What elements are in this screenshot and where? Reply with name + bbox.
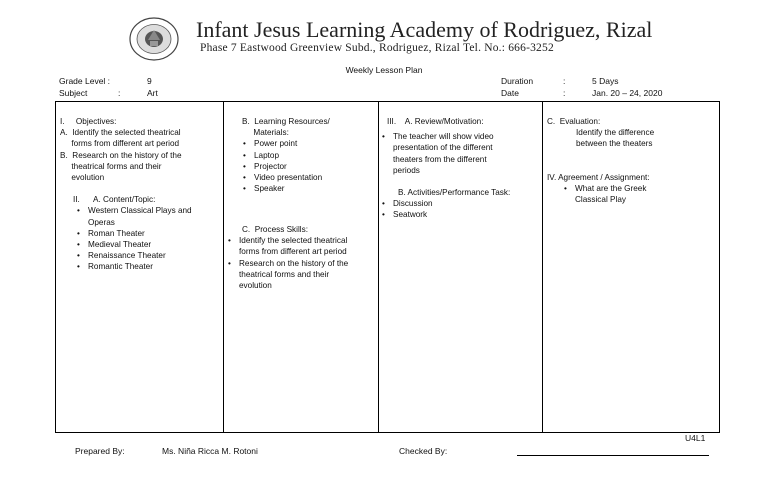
subject-colon: : (118, 88, 121, 98)
school-seal (128, 16, 180, 62)
grade-level-value: 9 (147, 76, 152, 86)
prepared-by-label: Prepared By: (75, 446, 125, 456)
column-review-activities (379, 102, 543, 432)
checked-by-label: Checked By: (399, 446, 448, 456)
duration-value: 5 Days (592, 76, 619, 86)
topic-item: • Roman Theater (77, 228, 222, 239)
resource-item: • Power point (243, 138, 377, 149)
agreement-item: • What are the Greek Classical Play (564, 183, 717, 205)
skill-item: • Identify the selected theatrical forms from different art period (228, 235, 378, 257)
objective-b-line-2: theatrical forms and their (60, 161, 162, 171)
grade-level-label: Grade Level : (59, 76, 111, 86)
date-colon: : (563, 88, 566, 98)
topic-item: • Renaissance Theater (77, 250, 222, 261)
agreement-heading: IV. Agreement / Assignment: (547, 172, 650, 182)
date-label: Date (501, 88, 519, 98)
objectives-heading: I. Objectives: (60, 117, 117, 126)
activity-item: • Discussion (382, 198, 541, 209)
resource-item: • Speaker (243, 183, 377, 194)
objective-a-line-2: forms from different art period (60, 139, 180, 149)
school-address: Phase 7 Eastwood Greenview Subd., Rodriguez, Rizal Tel. No.: 666-3252 (200, 42, 554, 54)
column-evaluation-agreement (543, 102, 719, 432)
evaluation-line-1: Identify the difference (576, 128, 655, 138)
topic-item: • Medieval Theater (77, 239, 222, 250)
date-value: Jan. 20 – 24, 2020 (592, 88, 663, 98)
skill-item: • Research on the history of the theatrical forms and their evolution (228, 258, 378, 292)
objective-b-line-1: B. Research on the history of the (60, 150, 182, 160)
content-topic-heading: II. A. Content/Topic: (73, 195, 156, 205)
duration-colon: : (563, 76, 566, 86)
topic-item: • Romantic Theater (77, 261, 222, 272)
activity-item: • Seatwork (382, 209, 541, 220)
activities-heading: B. Activities/Performance Task: (398, 188, 511, 198)
column-objectives-content (56, 102, 224, 432)
prepared-by-name: Ms. Niña Ricca M. Rotoni (162, 446, 258, 456)
resource-item: • Projector (243, 161, 377, 172)
subject-value: Art (147, 88, 158, 98)
review-heading: III. A. Review/Motivation: (387, 117, 484, 126)
resource-item: • Laptop (243, 150, 377, 161)
lesson-plan-table (55, 101, 720, 433)
duration-label: Duration (501, 76, 534, 86)
process-skills-heading: C. Process Skills: (242, 225, 308, 234)
evaluation-heading: C. Evaluation: (547, 117, 601, 126)
objective-a-line-1: A. Identify the selected theatrical (60, 128, 181, 138)
school-name: Infant Jesus Learning Academy of Rodriguez, Rizal (196, 17, 653, 42)
objective-b-line-3: evolution (60, 173, 105, 183)
review-item: • The teacher will show video presentation of the different theaters from the different periods (382, 131, 541, 176)
resource-item: • Video presentation (243, 172, 377, 183)
plan-title: Weekly Lesson Plan (345, 65, 423, 75)
topic-item: • Western Classical Plays and Operas (77, 205, 222, 227)
signature-line (517, 455, 709, 456)
evaluation-line-2: between the theaters (576, 139, 653, 149)
subject-label: Subject (59, 88, 88, 98)
resources-heading-line-2: Materials: (242, 128, 289, 138)
resources-heading-line-1: B. Learning Resources/ (242, 117, 330, 126)
column-resources-skills (224, 102, 379, 432)
document-code: U4L1 (685, 433, 706, 443)
